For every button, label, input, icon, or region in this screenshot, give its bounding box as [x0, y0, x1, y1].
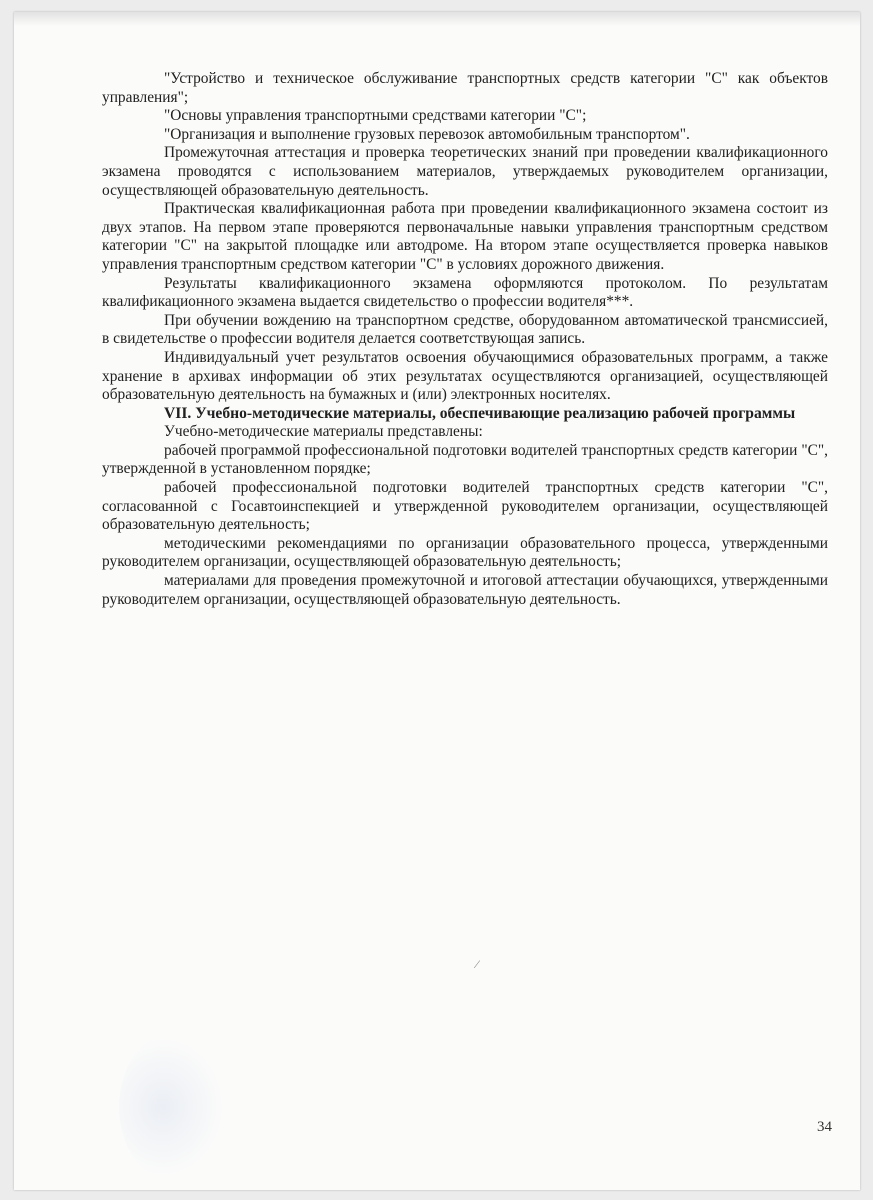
paragraph: Индивидуальный учет результатов освоения обучающимися образовательных программ, а также хранение в архивах информации об этих результатах осуществляются организацией, осуществляющей образовательную деятельность на бумажных и (или) электронных носителях. [102, 348, 828, 404]
section-heading: VII. Учебно-методические материалы, обеспечивающие реализацию рабочей программы [164, 404, 796, 422]
paragraph: "Устройство и техническое обслуживание транспортных средств категории "С" как объектов управления"; [102, 70, 828, 106]
paragraph: "Основы управления транспортными средствами категории "С"; [164, 107, 587, 125]
paragraph: материалами для проведения промежуточной и итоговой аттестации обучающихся, утвержденными руководителем организации, осуществляющей образовательную деятельность. [102, 572, 828, 608]
page-number: 34 [817, 1119, 832, 1135]
paragraph: Промежуточная аттестация и проверка теоретических знаний при проведении квалификационного экзамена проводятся с использованием материалов, утверждаемых руководителем организации, осуществляющей образовательную деятельность. [102, 144, 828, 199]
paragraph: Учебно-методические материалы представлены: [164, 423, 483, 441]
paragraph: "Организация и выполнение грузовых перевозок автомобильным транспортом". [164, 125, 690, 143]
faint-stamp-trace [119, 1032, 229, 1182]
paragraph: При обучении вождению на транспортном средстве, оборудованном автоматической трансмиссией, в свидетельстве о профессии водителя делается соответствующая запись. [102, 311, 828, 348]
paragraph: Практическая квалификационная работа при проведении квалификационного экзамена состоит из двух этапов. На первом этапе проверяются первоначальные навыки управления транспортным средством категории "С" на закрытой площадке или автодроме. На втором этапе осуществляется проверка навыков управления транспортным средством категории "С" в условиях дорожного движения. [102, 200, 828, 273]
paragraph: Результаты квалификационного экзамена оформляются протоколом. По результатам квалификационного экзамена выдается свидетельство о профессии водителя***. [102, 274, 828, 311]
document-page [14, 12, 860, 1190]
document-body [102, 70, 828, 609]
scan-artifact-mark: ⁄ [476, 957, 479, 971]
paragraph: методическими рекомендациями по организации образовательного процесса, утвержденными руководителем организации, осуществляющей образовательную деятельность; [102, 534, 828, 571]
paragraph: рабочей профессиональной подготовки водителей транспортных средств категории "С", согласованной с Госавтоинспекцией и утвержденной руководителем организации, осуществляющей образовательную деятельность; [102, 479, 828, 534]
scan-edge-shadow [14, 12, 860, 26]
paragraph: рабочей программой профессиональной подготовки водителей транспортных средств категории "С", утвержденной в установленном порядке; [102, 441, 828, 478]
